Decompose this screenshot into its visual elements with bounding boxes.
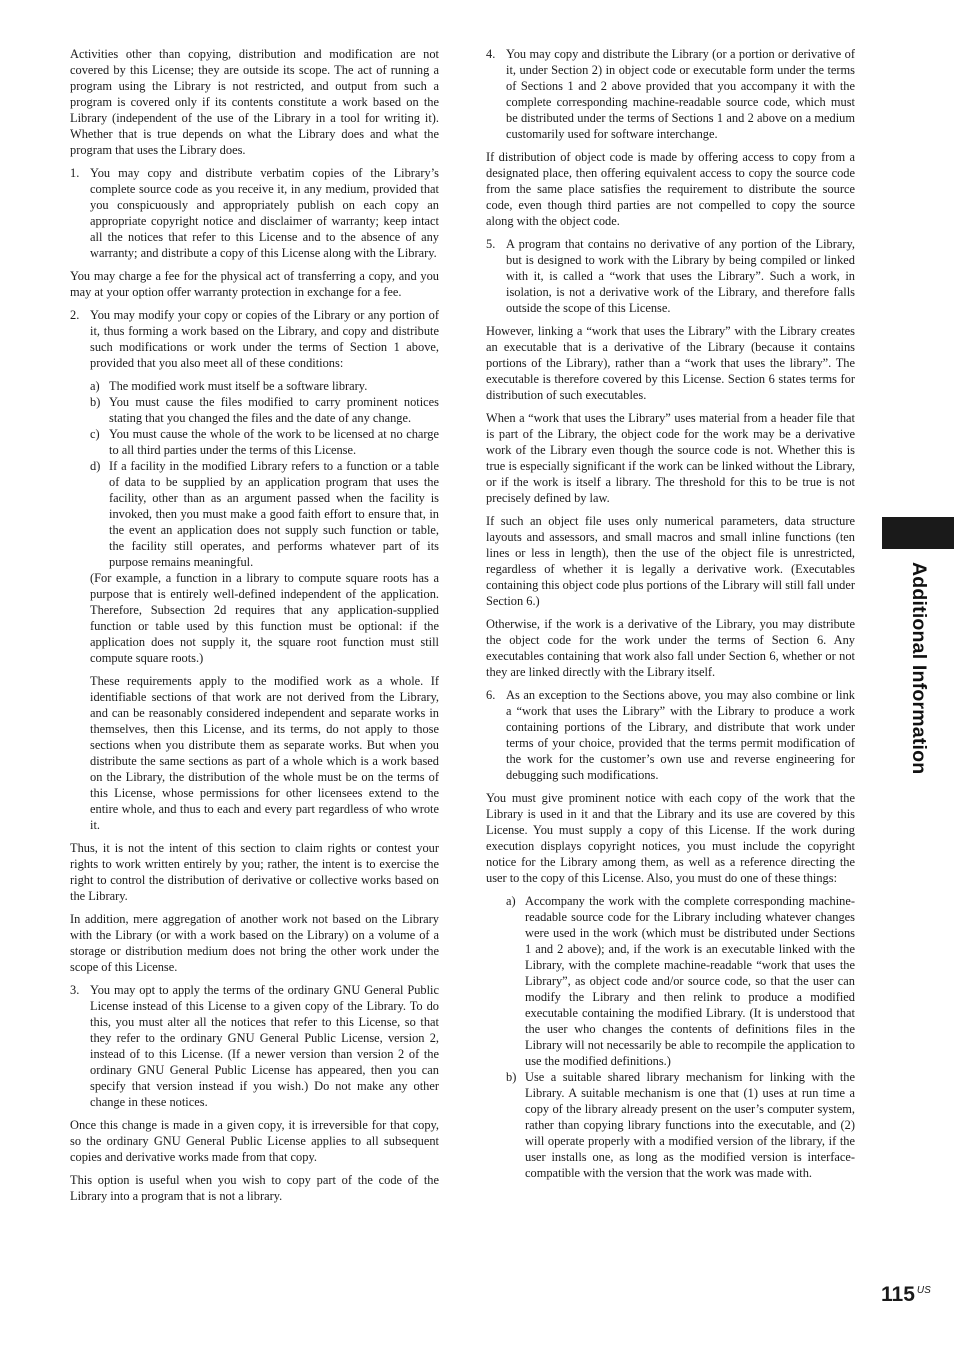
item-number: 2.	[70, 308, 80, 322]
paragraph: This option is useful when you wish to copy part of the code of the Library into a program that is not a library.	[70, 1173, 439, 1203]
sub-item-b	[506, 1069, 855, 1181]
sub-item-label: a)	[506, 894, 516, 908]
paragraph: If such an object file uses only numerical parameters, data structure layouts and assessors, and small macros and small inline functions (ten lines or less in length), then the use of the object file is unrestricted, regardless of whether it is legally a derivative work. (Executables containing this object code plus portions of the Library will still fall under Section 6.)	[486, 514, 855, 608]
paragraph: When a “work that uses the Library” uses material from a header file that is part of the Library, the object code for the work may be a derivative work of the Library even though the source code is not. Whether this is true is especially significant if the work can be linked without the Library, or if the work is itself a library. The threshold for this to be true is not precisely defined by law.	[486, 411, 855, 505]
sub-item-d	[90, 458, 439, 570]
section-side-label	[904, 562, 930, 784]
page-number-suffix: US	[916, 1285, 931, 1296]
paragraph: You must give prominent notice with each copy of the work that the Library is used in it and that the Library and its use are covered by this License. You must supply a copy of this License. If the work during execution displays copyright notices, you must include the copyright notice for the Library among them, as well as a reference directing the user to the copy of this License. Also, you must do one of these things:	[486, 791, 855, 885]
right-column	[486, 46, 855, 1181]
numbered-item-4	[486, 46, 855, 142]
numbered-item-3	[70, 982, 439, 1110]
sub-item-c	[90, 426, 439, 458]
paragraph: Otherwise, if the work is a derivative of the Library, you may distribute the object code for the work under the terms of Section 6. Any executables containing that work also fall under Section 6, whether or not they are linked directly with the Library itself.	[486, 617, 855, 679]
sub-item-b	[90, 394, 439, 426]
paragraph: Once this change is made in a given copy, it is irreversible for that copy, so the ordinary GNU General Public License applies to all subsequent copies and derivative works made from that copy.	[70, 1118, 439, 1164]
section-tab-marker	[882, 517, 954, 549]
sub-item-a	[90, 378, 439, 394]
item-text: As an exception to the Sections above, you may also combine or link a “work that uses the Library” with the Library to produce a work containing portions of the Library, and distribute that work under terms of your choice, provided that the terms permit modification of the work for the customer’s own use and reverse engineering for debugging such modifications.	[506, 688, 855, 782]
sub-item-label: b)	[506, 1070, 517, 1084]
item-number: 3.	[70, 983, 80, 997]
paragraph: However, linking a “work that uses the Library” with the Library creates an executable that is a derivative of the Library (because it contains portions of the Library), rather than a “work that uses the library”. The executable is therefore covered by this License. Section 6 states terms for distribution of such executables.	[486, 324, 855, 402]
sub-item-text: Accompany the work with the complete corresponding machine-readable source code for the Library including whatever changes were used in the work (which must be distributed under Sections 1 and 2 above); and, if the work is an executable linked with the Library, with the complete machine-readable “work that uses the Library”, as object code and/or source code, so that the user can modify the Library and then relink to produce a modified executable containing the modified Library. (It is understood that the user who changes the contents of definitions files in the Library will not necessarily be able to recompile the application to use the modified definitions.)	[525, 894, 855, 1068]
paragraph: If distribution of object code is made by offering access to copy from a designated place, then offering equivalent access to copy the source code from the same place satisfies the requirement to distribute the source code, even though third parties are not compelled to copy the source along with the object code.	[486, 150, 855, 228]
numbered-item-5	[486, 236, 855, 316]
item-text: You may copy and distribute verbatim copies of the Library’s complete source code as you receive it, in any medium, provided that you conspicuously and appropriately publish on each copy an appropriate copyright notice and disclaimer of warranty; keep intact all the notices that refer to this License and to the absence of any warranty; and distribute a copy of this License along with the Library.	[90, 166, 439, 260]
item-number: 6.	[486, 688, 496, 702]
sub-item-text: You must cause the whole of the work to be licensed at no charge to all third parties under the terms of this License.	[109, 427, 439, 457]
section-side-label-text: Additional Information	[908, 562, 930, 775]
paragraph: Thus, it is not the intent of this section to claim rights or contest your rights to work written entirely by you; rather, the intent is to exercise the right to control the distribution of derivative or collective works based on the Library.	[70, 841, 439, 903]
requirements-paragraph: These requirements apply to the modified work as a whole. If identifiable sections of that work are not derived from the Library, and can be reasonably considered independent and separate works in themselves, then this License, and its terms, do not apply to those sections when you distribute them as separate works. But when you distribute the same sections as part of a whole which is a work based on the Library, the distribution of the whole must be on the terms of this License, whose permissions for other licensees extend to the entire whole, and thus to each and every part regardless of who wrote it.	[90, 674, 439, 832]
example-paragraph: (For example, a function in a library to compute square roots has a purpose that is entirely well-defined independent of the application. Therefore, Subsection 2d requires that any application-supplied function or table used by this function must be optional: if the application does not supply it, the square root function must still compute square roots.)	[90, 571, 439, 665]
page-number-value: 115	[881, 1283, 915, 1306]
sub-item-text: The modified work must itself be a software library.	[109, 379, 368, 393]
sub-item-a	[506, 893, 855, 1069]
item-text: You may opt to apply the terms of the ordinary GNU General Public License instead of this License to a given copy of the Library. To do this, you must alter all the notices that refer to this License, so that they refer to the ordinary GNU General Public License, version 2, instead of to this License. (If a newer version than version 2 of the ordinary GNU General Public License has appeared, then you can specify that version instead if you wish.) Do not make any other change in these notices.	[90, 983, 439, 1109]
paragraph: Activities other than copying, distribution and modification are not covered by this License; they are outside its scope. The act of running a program using the Library is not restricted, and output from such a program is covered only if its contents constitute a work based on the Library (independent of the use of the Library in a tool for writing it). Whether that is true depends on what the Library does and what the program that uses the Library does.	[70, 47, 439, 157]
sub-item-label: b)	[90, 395, 101, 409]
sub-item-text: You must cause the files modified to carry prominent notices stating that you changed the files and the date of any change.	[109, 395, 439, 425]
numbered-item-6	[486, 687, 855, 783]
item-text: You may modify your copy or copies of the Library or any portion of it, thus forming a work based on the Library, and copy and distribute such modifications or work under the terms of Section 1 above, provided that you also meet all of these conditions:	[90, 308, 439, 370]
paragraph: In addition, mere aggregation of another work not based on the Library with the Library (or with a work based on the Library) on a volume of a storage or distribution medium does not bring the other work under the scope of this License.	[70, 912, 439, 974]
item-6-options	[506, 893, 855, 1181]
sub-item-text: Use a suitable shared library mechanism for linking with the Library. A suitable mechanism is one that (1) uses at run time a copy of the library already present on the user’s computer system, rather than copying library functions into the executable, and (2) will operate properly with a modified version of the library, if the user installs one, as long as the modified version is interface-compatible with the version that the work was made with.	[525, 1070, 855, 1180]
left-column	[70, 46, 439, 1211]
item-number: 4.	[486, 47, 496, 61]
item-text: You may copy and distribute the Library (or a portion or derivative of it, under Section 2) in object code or executable form under the terms of Sections 1 and 2 above provided that you accompany it with the complete corresponding machine-readable source code, which must be distributed under the terms of Sections 1 and 2 above on a medium customarily used for software interchange.	[506, 47, 855, 141]
numbered-item-2	[70, 307, 439, 371]
item-number: 1.	[70, 166, 80, 180]
sub-item-label: a)	[90, 379, 100, 393]
sub-item-text: If a facility in the modified Library refers to a function or a table of data to be supplied by an application program that uses the facility, other than as an argument passed when the facility is invoked, then you must make a good faith effort to ensure that, in the event an application does not supply such function or table, the facility still operates, and performs whatever part of its purpose remains meaningful.	[109, 459, 439, 569]
sub-item-label: c)	[90, 427, 100, 441]
item-number: 5.	[486, 237, 496, 251]
page-number	[881, 1283, 931, 1307]
item-2-conditions	[90, 378, 439, 833]
item-text: A program that contains no derivative of any portion of the Library, but is designed to work with the Library by being compiled or linked with it, is called a “work that uses the Library”. Such a work, in isolation, is not a derivative work of the Library, and therefore falls outside the scope of this License.	[506, 237, 855, 315]
numbered-item-1	[70, 165, 439, 261]
paragraph: You may charge a fee for the physical act of transferring a copy, and you may at your option offer warranty protection in exchange for a fee.	[70, 269, 439, 299]
sub-item-label: d)	[90, 459, 101, 473]
